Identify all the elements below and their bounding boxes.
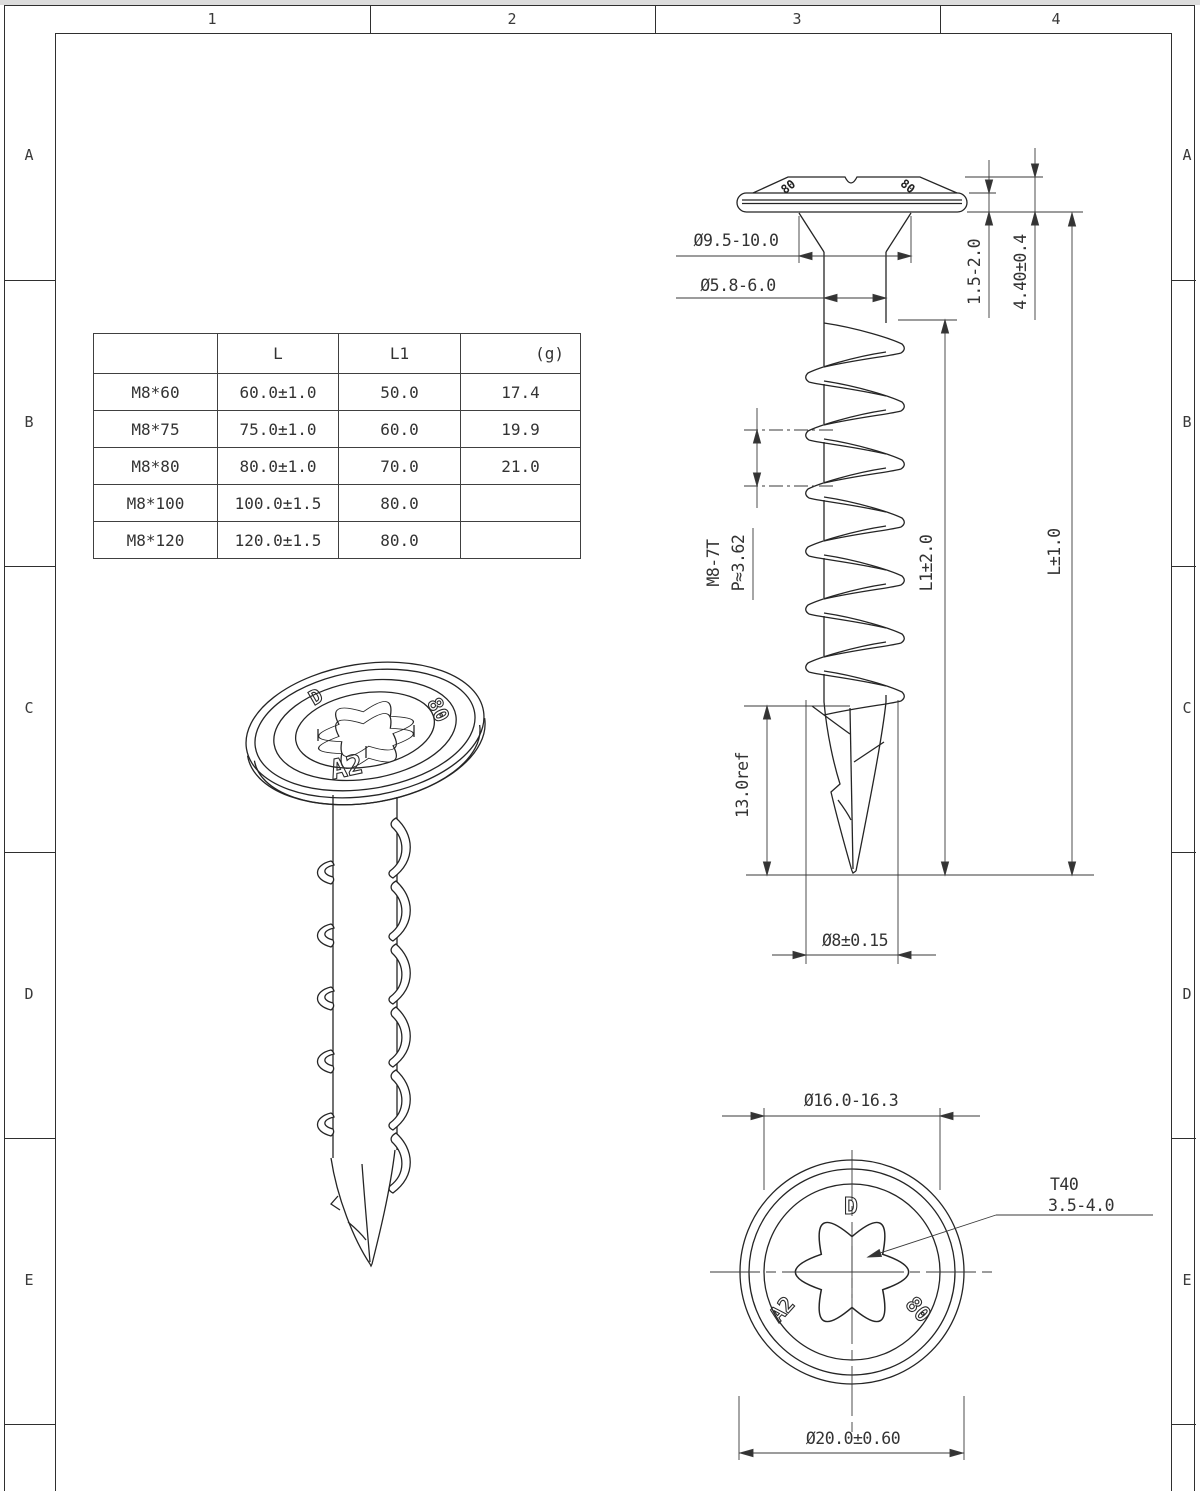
- length-cell: 80.0±1.0: [218, 448, 339, 485]
- iso-stamp-grade: A2: [327, 749, 366, 787]
- dim-head-height: 4.40±0.4: [1011, 234, 1030, 310]
- dim-drive-depth: 3.5-4.0: [1048, 1196, 1115, 1215]
- top-view-dimensions: [722, 1108, 1153, 1460]
- iso-stamp-code: 80: [422, 693, 455, 726]
- grid-col-label: 4: [1051, 10, 1061, 28]
- dim-total-length: L±1.0: [1045, 528, 1064, 576]
- grid-row-label: D: [24, 985, 34, 1003]
- grid-row-label: B: [24, 413, 34, 431]
- thread-length-cell: 50.0: [339, 374, 461, 411]
- length-cell: 120.0±1.5: [218, 522, 339, 559]
- grid-row-label: B: [1182, 413, 1192, 431]
- dim-tip-length: 13.0ref: [733, 751, 752, 819]
- grid-col-label: 2: [507, 10, 517, 28]
- dim-thread-length: L1±2.0: [917, 534, 936, 592]
- length-cell: 75.0±1.0: [218, 411, 339, 448]
- weight-cell: 21.0: [461, 448, 581, 485]
- length-cell: 60.0±1.0: [218, 374, 339, 411]
- size-cell: M8*100: [94, 485, 218, 522]
- top-stamp-d: D: [844, 1194, 858, 1220]
- grid-row-label: E: [24, 1271, 34, 1289]
- size-cell: M8*60: [94, 374, 218, 411]
- top-stamp-code: 80: [900, 1291, 936, 1327]
- table-header-cell: (g): [461, 334, 581, 374]
- size-cell: M8*80: [94, 448, 218, 485]
- top-view: [710, 1150, 994, 1438]
- size-cell: M8*120: [94, 522, 218, 559]
- top-view-dim-text: [804, 1091, 1114, 1448]
- grid-col-label: 1: [207, 10, 217, 28]
- dim-thread-dia: Ø8±0.15: [821, 931, 889, 950]
- size-cell: M8*75: [94, 411, 218, 448]
- thread-length-cell: 80.0: [339, 485, 461, 522]
- weight-cell: 17.4: [461, 374, 581, 411]
- grid-row-label: C: [1182, 699, 1192, 717]
- grid-row-label: A: [1182, 146, 1192, 164]
- grid-col-label: 3: [792, 10, 802, 28]
- iso-stamp-d: D: [304, 683, 327, 711]
- grid-row-label: E: [1182, 1271, 1192, 1289]
- thread-length-cell: 80.0: [339, 522, 461, 559]
- dim-head-edge: 1.5-2.0: [965, 238, 984, 306]
- grid-row-label: D: [1182, 985, 1192, 1003]
- dim-head-top-dia: Ø9.5-10.0: [693, 231, 779, 250]
- dim-pitch: P≈3.62: [729, 534, 748, 592]
- top-stamp-grade: A2: [764, 1291, 800, 1327]
- head-stamp-right: 80: [897, 176, 918, 197]
- table-header-cell: L: [218, 334, 339, 374]
- thread-length-cell: 60.0: [339, 411, 461, 448]
- grid-row-label: C: [24, 699, 34, 717]
- length-cell: 100.0±1.5: [218, 485, 339, 522]
- thread-length-cell: 70.0: [339, 448, 461, 485]
- dim-thread-spec: M8-7T: [704, 539, 723, 587]
- dim-drive-type: T40: [1050, 1175, 1079, 1194]
- dim-head-dia: Ø20.0±0.60: [805, 1429, 901, 1448]
- iso-view: [236, 646, 495, 1266]
- grid-row-label: A: [24, 146, 34, 164]
- dim-washer-dia: Ø16.0-16.3: [803, 1091, 899, 1110]
- weight-cell: 19.9: [461, 411, 581, 448]
- table-header-cell: L1: [339, 334, 461, 374]
- dim-neck-dia: Ø5.8-6.0: [700, 276, 776, 295]
- side-view-dim-text: [694, 231, 1064, 950]
- head-stamp-left: 80: [778, 176, 799, 197]
